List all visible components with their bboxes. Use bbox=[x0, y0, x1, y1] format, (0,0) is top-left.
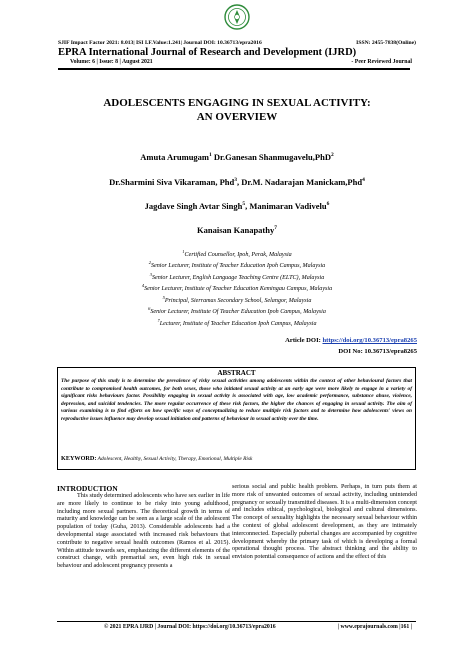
abstract-body: The purpose of this study is to determine the prevalence of risky sexual activities among adolescents within the context of other behavioural factors that contribute to compromised health outcomes, for both sexes, those who initiated sexual activity at an early age were more likely to engage in a variety of significant risks behaviours factor. Possibility engaging in sexual activity is associated with age, low academic performance, substance abuse, violence, depression, and suicidal tendencies. The more regular occurrence of these risk factors, the higher the chances of engaging in sexual activity. The aim of various examining is to find efforts on how specific ways of conceptualizing to reduce multiple risk factors and to determine how adolescents' views on reproductive issues influence may develop sexual initiation and patterns of behaviour in sexual activity over the time. bbox=[61, 378, 412, 422]
article-doi-label: Article DOI: bbox=[285, 337, 323, 344]
header-divider bbox=[58, 68, 410, 70]
affiliation: $^2$Senior Lecturer, Institute of Teacher Education Ipoh Campus, Malaysia bbox=[148, 260, 326, 270]
abstract-heading: ABSTRACT bbox=[217, 369, 256, 377]
impact-factor-line: SJIF Impact Factor 2021: 8.013| ISI I.F.Value:1.241| Journal DOI: 10.36713/epra2016 bbox=[58, 40, 262, 46]
paper-title bbox=[40, 97, 434, 124]
footer-page: | www.eprajournals.com |161 | bbox=[337, 624, 412, 630]
introduction-column-left: This study determined adolescents who have sex earlier in life are more likely to continue to be risky into young adulthood, including more sexual partners. The theoretical growth in terms of maturity and knowledge can be seen as a large scale of the adolescent population of today (Guha, 2013). Considerable adolescents had a developmental stage associated with increased risk behaviours that contribute to negative sexual health outcomes (Ramos et al. 2015). Within attitude towards sex, emphasizing the different elements of the construct change, with premarital sex, even high risk in sexual behaviour and adolescent pregnancy presents a bbox=[57, 493, 230, 570]
keywords-list: Adolescent, Healthy, Sexual Activity, Therapy, Emotional, Multiple Risk bbox=[96, 456, 253, 462]
author-name: Dr.Ganesan Shanmugavelu,PhD bbox=[211, 152, 331, 162]
introduction-column-right: serious social and public health problem. Perhaps, in turn puts them at more risk of unwanted outcomes of sexual activity, including unintended pregnancy or sexually transmitted diseases. It is a multi-dimension concept and includes ethical, psychological, biological and cultural dimensions. The concept of sexuality highlights the necessary sexual behaviour within the context of global adolescent development, as they are intimately interconnected. Especially pubertal changes are accompanied by cognitive development whereby the primary task of which is developing a formal operational thought process. The abstract thinking and the ability to envision potential consequence of actions and the effect of this bbox=[232, 484, 417, 561]
affiliation: $^3$Senior Lecturer, English Language Teaching Centre (ELTC), Malaysia bbox=[149, 271, 325, 281]
author-sup: 4 bbox=[362, 177, 365, 184]
author-name: Kanaisan Kanapathy bbox=[197, 225, 275, 235]
author-row-1 bbox=[20, 152, 454, 162]
footer-divider bbox=[57, 621, 416, 622]
affiliation: $^1$Certified Counsellor, Ipoh, Perak, Malaysia bbox=[182, 249, 292, 259]
affiliation: $^7$Lecturer, Institute of Teacher Education Ipoh Campus, Malaysia bbox=[157, 317, 317, 327]
article-doi-link[interactable]: https://doi.org/10.36713/epra8265 bbox=[322, 337, 417, 344]
author-sup: 2 bbox=[330, 152, 334, 159]
author-sup: 6 bbox=[326, 201, 330, 208]
affiliation: $^5$Principal, Sierramas Secondary School, Selangor, Malaysia bbox=[162, 294, 312, 304]
keywords bbox=[61, 455, 412, 462]
author-sup: 1 bbox=[209, 152, 212, 159]
author-name: , Manimaran Vadivelu bbox=[245, 201, 327, 211]
affiliations bbox=[40, 248, 434, 328]
article-doi bbox=[220, 337, 417, 344]
author-row-4 bbox=[20, 225, 454, 235]
footer-journal: © 2021 EPRA IJRD | Journal DOI: https://doi.org/10.36713/epra2016 bbox=[104, 624, 276, 630]
peer-review-label: - Peer Reviewed Journal bbox=[351, 59, 412, 65]
author-name: Amuta Arumugam bbox=[140, 152, 210, 162]
introduction-heading: INTRODUCTION bbox=[57, 484, 118, 493]
author-sup: 3 bbox=[234, 177, 237, 184]
volume-issue: Volume: 6 | Issue: 8 | August 2021 bbox=[70, 59, 153, 65]
author-row-2 bbox=[20, 177, 454, 187]
journal-title: EPRA International Journal of Research and Development (IJRD) bbox=[58, 47, 357, 58]
author-name: , Dr.M. Nadarajan Manickam,Phd bbox=[237, 177, 363, 187]
author-sup: 7 bbox=[274, 225, 277, 232]
affiliation: $^4$Senior Lecturer, Institute of Teacher Education Kemingau Campus, Malaysia bbox=[141, 283, 333, 293]
author-sup: 5 bbox=[242, 201, 246, 208]
affiliation: $^6$Senior Lecturer, Institute Of Teacher Education Ipoh Campus, Malaysia bbox=[148, 306, 326, 316]
title-line-2: AN OVERVIEW bbox=[196, 110, 278, 123]
title-line-1: ADOLESCENTS ENGAGING IN SEXUAL ACTIVITY: bbox=[103, 97, 371, 109]
keywords-label: KEYWORD: bbox=[61, 455, 97, 462]
issn: ISSN: 2455-7838(Online) bbox=[356, 40, 416, 46]
doi-number: DOI No: 10.36713/epra8265 bbox=[338, 348, 417, 355]
author-name: Jagdave Singh Avtar Singh bbox=[144, 201, 243, 211]
author-name: Dr.Sharmini Siva Vikaraman, Phd bbox=[109, 177, 235, 187]
journal-logo bbox=[224, 4, 250, 30]
author-row-3 bbox=[20, 201, 454, 211]
